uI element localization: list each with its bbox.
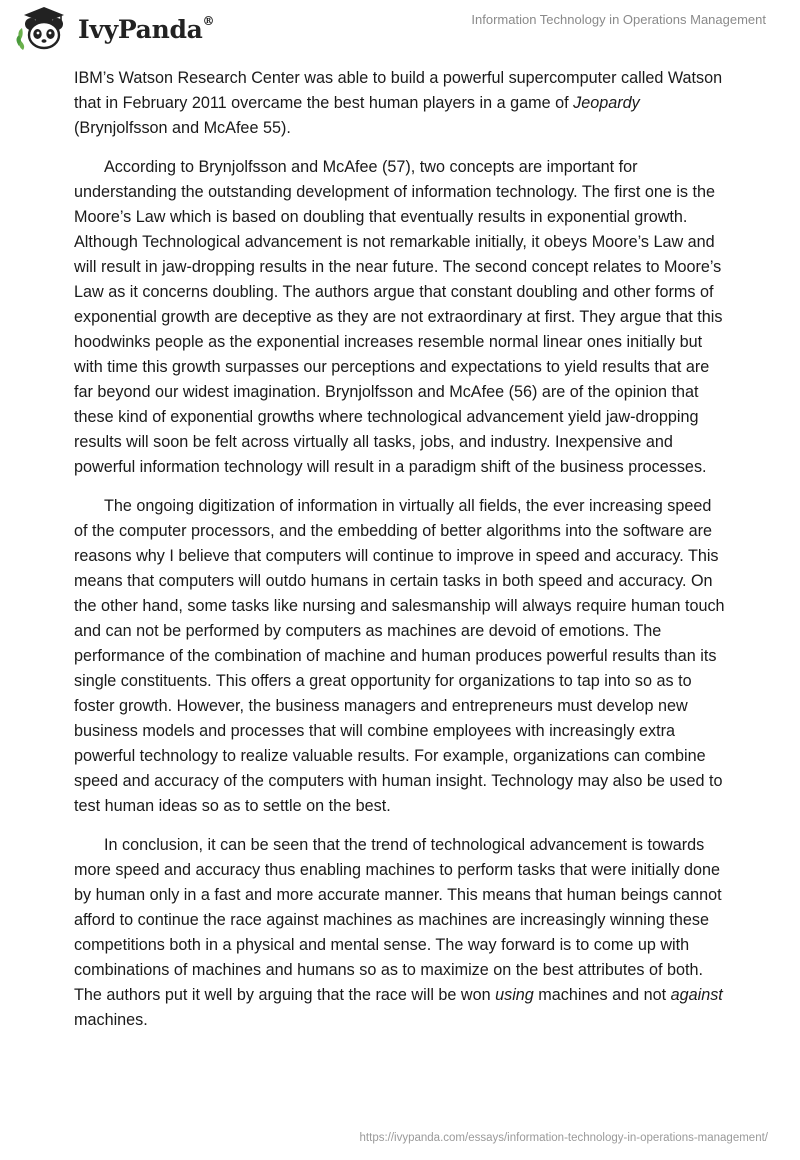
paragraph-text: (Brynjolfsson and McAfee 55). <box>74 119 291 137</box>
source-url-link[interactable]: https://ivypanda.com/essays/information-technology-in-operations-management/ <box>359 1132 768 1144</box>
logo-brand: IvyPanda <box>78 14 203 44</box>
essay-body <box>74 66 728 1047</box>
paragraph-text: machines and not <box>533 986 671 1004</box>
ivypanda-logo[interactable] <box>14 6 214 52</box>
emphasis-against: against <box>670 986 723 1004</box>
document-title: Information Technology in Operations Management <box>471 12 766 27</box>
paragraph-digitization: The ongoing digitization of information in virtually all fields, the ever increasing speed of the computer processors, and the embedding of better algorithms into the software are reasons why I believe that computers will continue to improve in speed and accuracy. This means that computers will outdo humans in certain tasks in both speed and accuracy. On the other hand, some tasks like nursing and salesmanship will always require human touch and can not be performed by computers as machines are devoid of emotions. The performance of the combination of machine and human produces powerful results than its single constituents. This offers a great opportunity for organizations to tap into so as to foster growth. However, the business managers and entrepreneurs must develop new business models and processes that will combine employees with increasingly extra powerful technology to realize valuable results. For example, organizations can combine speed and accuracy of the computers with human insight. Technology may also be used to test human ideas so as to settle on the best. <box>74 497 725 815</box>
paragraph-continuation <box>74 66 728 141</box>
paragraph-text: IBM’s Watson Research Center was able to build a powerful supercomputer called Watson that in February 2011 overcame the best human players in a game of <box>74 69 723 112</box>
logo-text <box>78 15 214 44</box>
emphasis-jeopardy: Jeopardy <box>573 94 640 112</box>
page-header <box>0 0 800 62</box>
paragraph-text: machines. <box>74 1011 148 1029</box>
paragraph-text: In conclusion, it can be seen that the trend of technological advancement is towards more speed and accuracy thus enabling machines to perform tasks that were initially done by human only in a fast and more accurate manner. This means that human beings cannot afford to continue the race against machines as machines are increasingly winning these competitions both in a physical and mental sense. The way forward is to come up with combinations of machines and humans so as to maximize on the best attributes of both. The authors put it well by arguing that the race will be won <box>74 836 722 1004</box>
paragraph-conclusion <box>74 833 728 1033</box>
registered-mark: ® <box>202 14 215 29</box>
emphasis-using: using <box>495 986 534 1004</box>
paragraph-moores-law: According to Brynjolfsson and McAfee (57), two concepts are important for understanding the outstanding development of information technology. The first one is the Moore’s Law which is based on doubling that eventually results in exponential growth. Although Technological advancement is not remarkable initially, it obeys Moore’s Law and will result in jaw-dropping results in the near future. The second concept relates to Moore’s Law as it concerns doubling. The authors argue that constant doubling and other forms of exponential growth are deceptive as they are not extraordinary at first. They argue that this hoodwinks people as the exponential increases resemble normal linear ones initially but with time this growth surpasses our perceptions and expectations to yield results that are far beyond our widest imagination. Brynjolfsson and McAfee (56) are of the opinion that these kind of exponential growths where technological advancement yield jaw-dropping results will soon be felt across virtually all tasks, jobs, and industry. Inexpensive and powerful information technology will result in a paradigm shift of the business processes. <box>74 158 723 476</box>
panda-graduate-icon <box>14 6 72 52</box>
